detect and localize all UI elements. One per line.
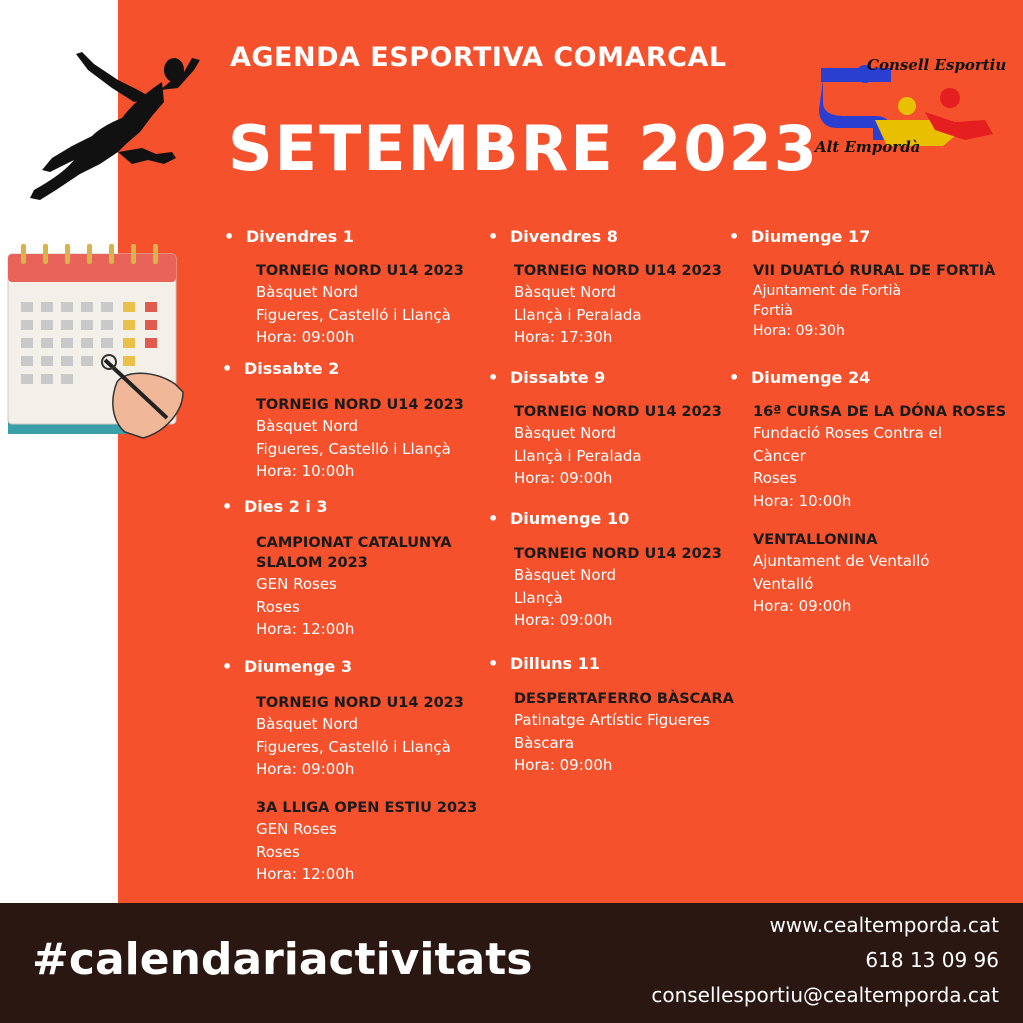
bullet-icon: •: [488, 509, 499, 528]
calendar-icon: [5, 242, 185, 442]
day-header: • Divendres 1: [224, 227, 354, 246]
event-time: Hora: 09:00h: [256, 760, 355, 778]
event-title: TORNEIG NORD U14 2023: [256, 695, 464, 711]
event-organizer: Bàsquet Nord: [256, 715, 359, 733]
event-item: [753, 261, 995, 341]
consell-esportiu-logo: [815, 50, 1007, 160]
event-location: Llançà i Peralada: [514, 446, 642, 465]
event-item: [753, 402, 1006, 512]
event-location: Llançà: [514, 588, 563, 607]
hashtag-text: #calendariactivitats: [32, 934, 533, 985]
event-location: Roses: [256, 842, 300, 861]
event-location: Figueres, Castelló i Llançà: [256, 737, 451, 756]
event-organizer-cont: Càncer: [753, 446, 806, 465]
event-organizer: GEN Roses: [256, 820, 337, 838]
event-organizer: Ajuntament de Fortià: [753, 283, 902, 299]
event-title: DESPERTAFERRO BÀSCARA: [514, 691, 734, 707]
bullet-icon: •: [222, 497, 233, 516]
event-organizer: Ajuntament de Ventalló: [753, 552, 930, 570]
day-header: • Divendres 8: [488, 227, 618, 246]
event-item: [514, 402, 722, 490]
event-organizer: Bàsquet Nord: [256, 283, 359, 301]
bullet-icon: •: [729, 227, 740, 246]
event-organizer: Bàsquet Nord: [514, 566, 617, 584]
event-item: [514, 261, 722, 349]
event-item: [514, 689, 734, 777]
event-item: [753, 530, 929, 618]
event-organizer: Patinatge Artístic Figueres: [514, 711, 710, 729]
day-header: • Diumenge 17: [729, 227, 871, 246]
event-organizer: GEN Roses: [256, 575, 337, 593]
event-title: 16ª CURSA DE LA DÓNA ROSES: [753, 404, 1007, 420]
event-time: Hora: 09:00h: [514, 756, 613, 774]
event-title: TORNEIG NORD U14 2023: [256, 397, 464, 413]
bullet-icon: •: [222, 657, 233, 676]
day-header: • Dissabte 9: [488, 368, 606, 387]
event-time: Hora: 09:00h: [256, 328, 355, 346]
event-title: VENTALLONINA: [753, 532, 878, 548]
event-location: Ventalló: [753, 574, 814, 593]
day-header: • Diumenge 10: [488, 509, 630, 528]
phone-number: 618 13 09 96: [865, 948, 999, 972]
event-item: [256, 533, 466, 641]
event-title: TORNEIG NORD U14 2023: [514, 404, 722, 420]
event-location: Figueres, Castelló i Llançà: [256, 439, 451, 458]
bullet-icon: •: [488, 368, 499, 387]
event-item: [514, 544, 722, 632]
website-link[interactable]: www.cealtemporda.cat: [769, 913, 999, 937]
event-location: Roses: [753, 469, 797, 487]
bullet-icon: •: [224, 227, 235, 246]
event-location: Roses: [256, 597, 300, 616]
day-header: • Dissabte 2: [222, 359, 340, 378]
event-time: Hora: 10:00h: [256, 462, 355, 480]
page-title: SETEMBRE 2023: [228, 112, 819, 185]
logo-text-top: Consell Esportiu: [867, 56, 1007, 74]
event-time: Hora: 09:30h: [753, 323, 845, 339]
event-organizer: Bàsquet Nord: [256, 417, 359, 435]
logo-text-bottom: Alt Empordà: [815, 138, 921, 156]
event-time: Hora: 09:00h: [753, 597, 852, 615]
event-item: [256, 395, 464, 483]
event-location: Figueres, Castelló i Llançà: [256, 305, 451, 324]
bullet-icon: •: [488, 227, 499, 246]
event-time: Hora: 12:00h: [256, 620, 355, 638]
day-header: • Dilluns 11: [488, 654, 600, 673]
day-header: • Diumenge 3: [222, 657, 353, 676]
event-title: VII DUATLÓ RURAL DE FORTIÀ: [753, 263, 996, 279]
event-location: Bàscara: [514, 733, 575, 752]
event-organizer: Bàsquet Nord: [514, 424, 617, 442]
event-organizer: Bàsquet Nord: [514, 283, 617, 301]
event-title: 3A LLIGA OPEN ESTIU 2023: [256, 800, 478, 816]
event-time: Hora: 17:30h: [514, 328, 613, 346]
event-location: Fortià: [753, 303, 793, 319]
event-time: Hora: 12:00h: [256, 865, 355, 883]
bullet-icon: •: [729, 368, 740, 387]
runner-silhouette-icon: [22, 40, 212, 205]
event-time: Hora: 09:00h: [514, 469, 613, 487]
day-header: • Dies 2 i 3: [222, 497, 328, 516]
event-item: [256, 798, 477, 886]
event-time: Hora: 10:00h: [753, 491, 852, 510]
event-time: Hora: 09:00h: [514, 611, 613, 629]
bullet-icon: •: [222, 359, 233, 378]
bullet-icon: •: [488, 654, 499, 673]
event-organizer: Fundació Roses Contra el: [753, 424, 943, 442]
email-link[interactable]: consellesportiu@cealtemporda.cat: [651, 983, 999, 1007]
event-title: TORNEIG NORD U14 2023: [514, 263, 722, 279]
event-location: Llançà i Peralada: [514, 305, 642, 324]
day-header: • Diumenge 24: [729, 368, 871, 387]
page-subtitle: AGENDA ESPORTIVA COMARCAL: [230, 42, 727, 73]
event-item: [256, 261, 464, 349]
event-title: TORNEIG NORD U14 2023: [256, 263, 464, 279]
event-title: CAMPIONAT CATALUNYA SLALOM 2023: [256, 535, 452, 571]
event-item: [256, 693, 464, 781]
event-title: TORNEIG NORD U14 2023: [514, 546, 722, 562]
